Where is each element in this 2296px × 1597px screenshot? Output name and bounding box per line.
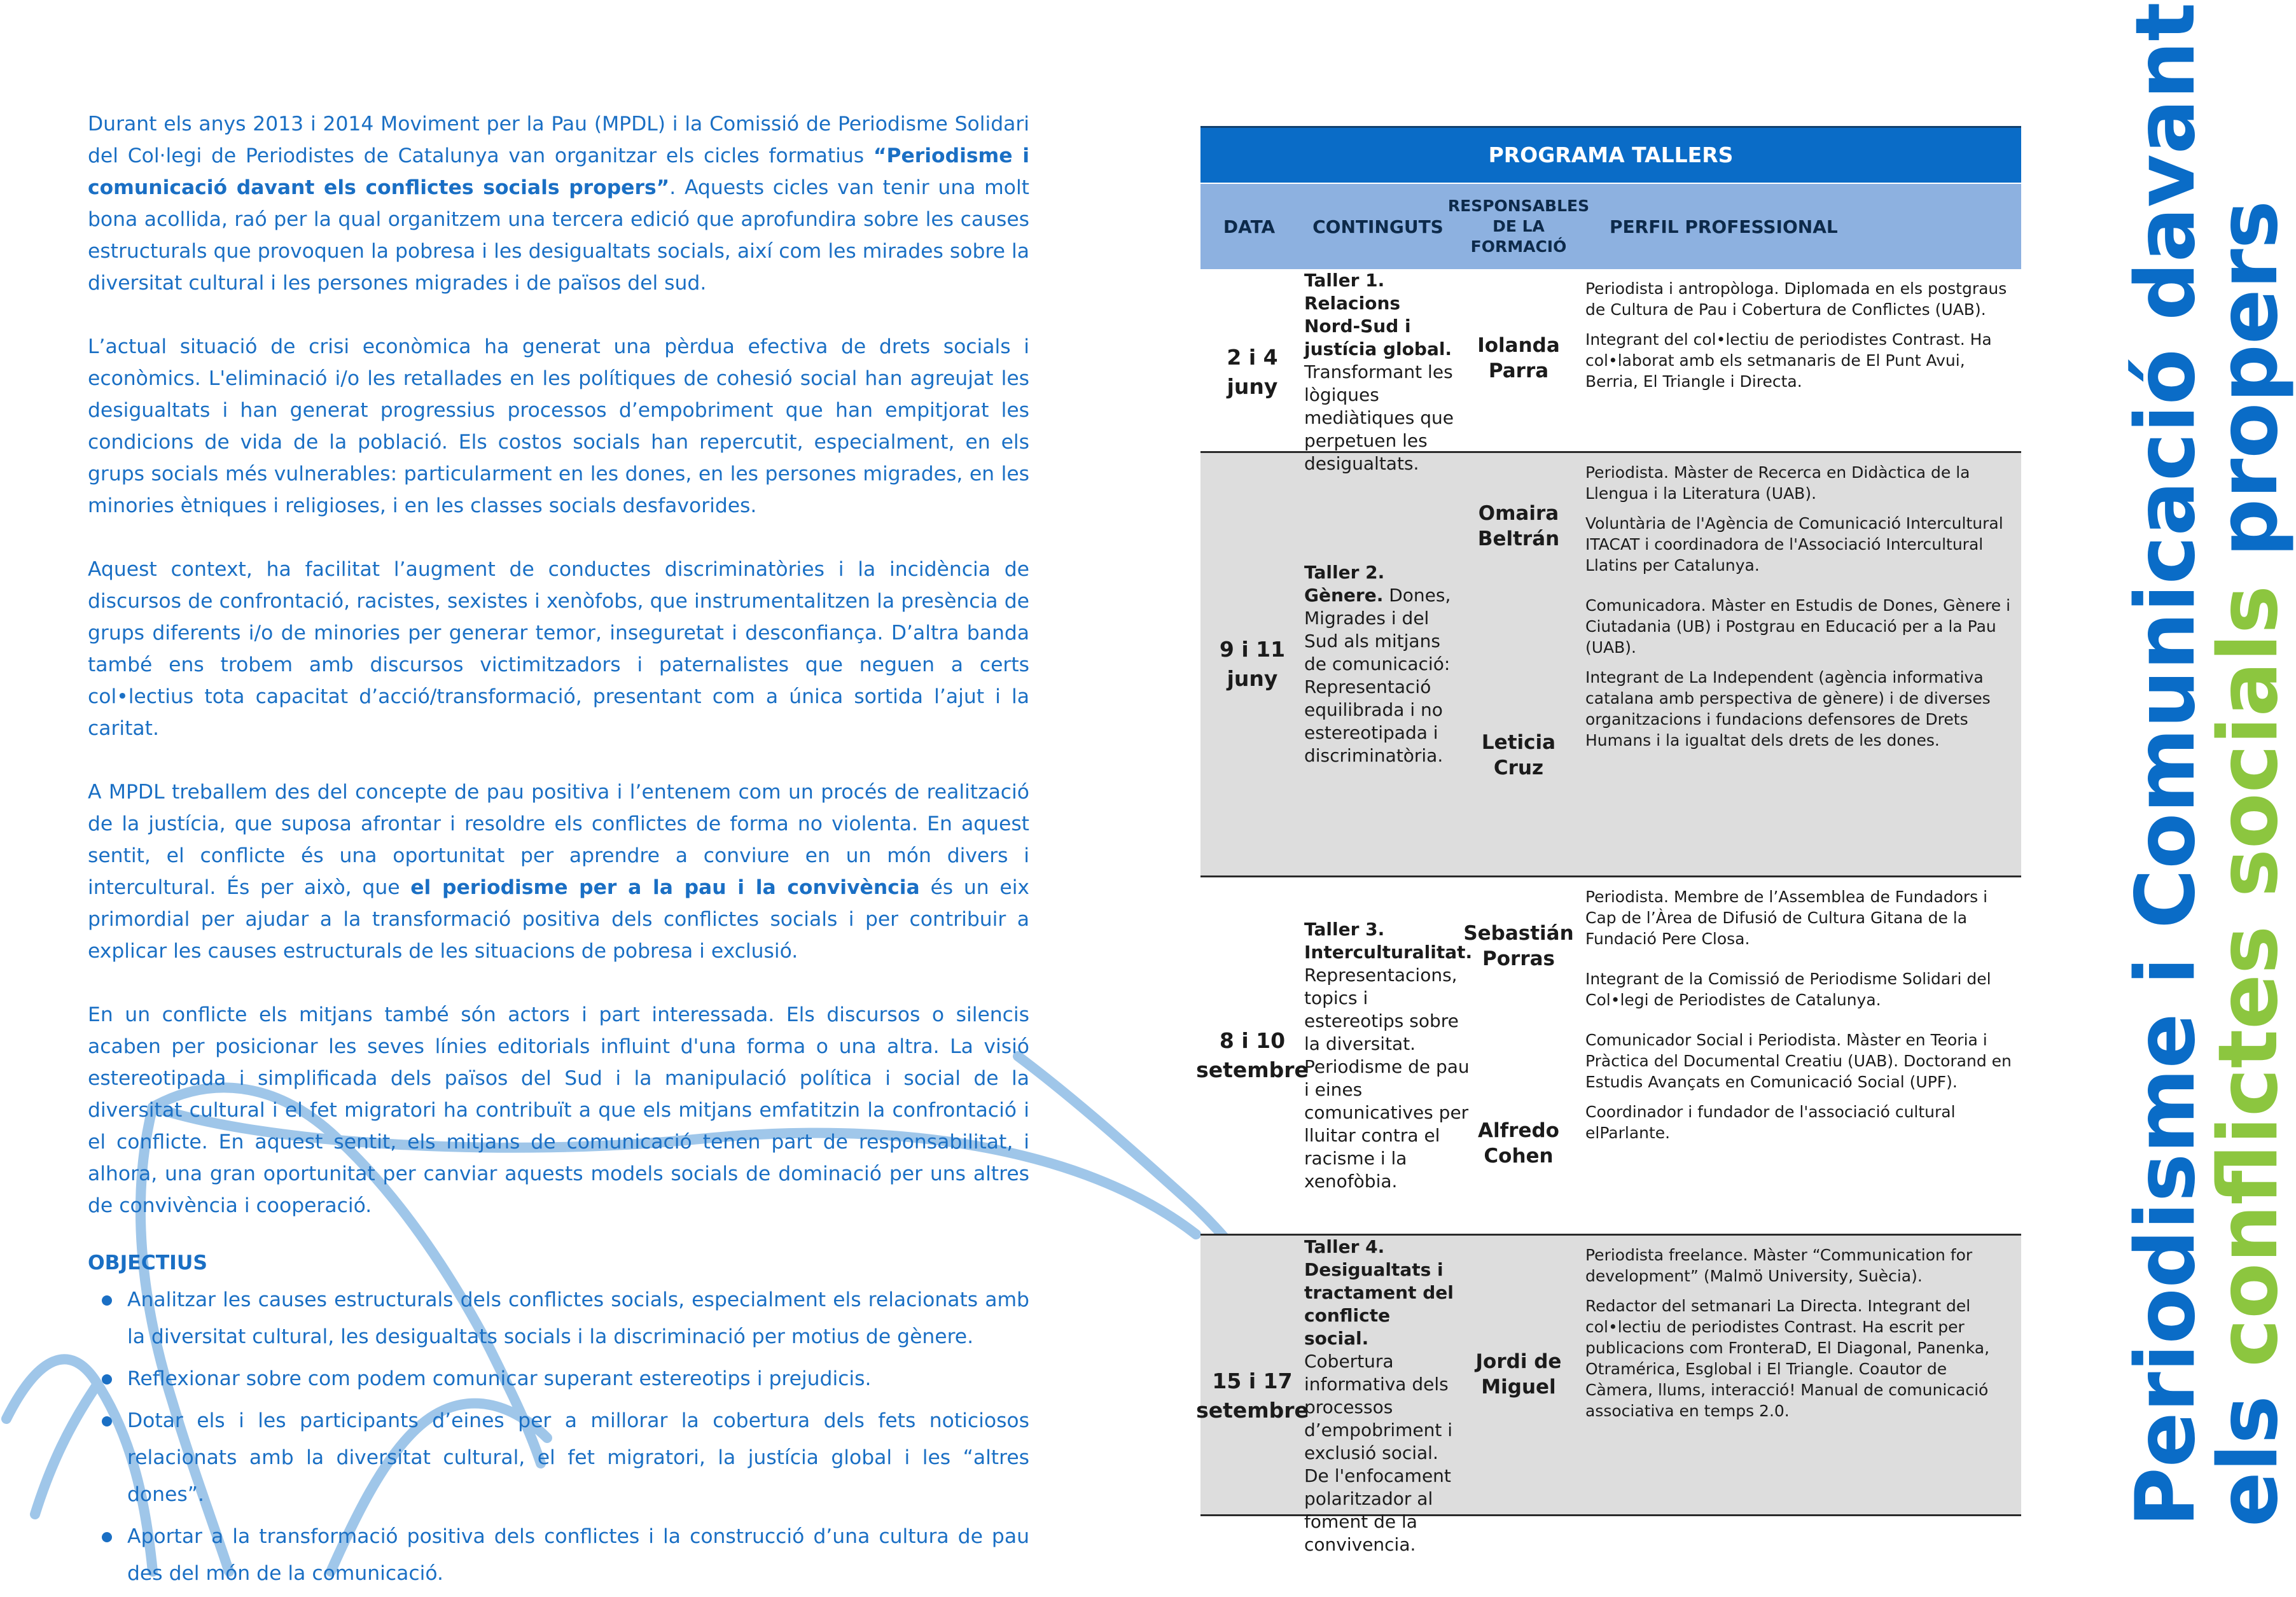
table-row <box>1200 453 2021 877</box>
workshop-contents: Taller 4. Desigualtats i tractament del conflicte social. Cobertura informativa dels processos d’empobriment i exclusió social. De l'enfocament polaritzador al foment de la convivencia. <box>1304 1236 1454 1555</box>
program-table <box>1196 126 2021 1555</box>
objective-item: Reflexionar sobre com podem comunicar superant estereotips i prejudicis. <box>88 1360 1029 1397</box>
objectives-list <box>88 1281 1029 1592</box>
side-title-line-1: Periodisme i Comunicació davant <box>2119 2 2213 1527</box>
profile-text: Integrant de la Comissió de Periodisme Solidari del Col•legi de Periodistes de Catalunya. <box>1585 970 1991 1009</box>
intro-paragraph-3: Aquest context, ha facilitat l’augment de conductes discriminatòries i la incidència de discursos de confrontació, racistes, sexistes i xenòfobs, que instrumentalitzen la presència de grups diferents i/o de minories per generar temor, inseguretat i desconfiança. D’altra banda també ens trobem amb discursos victimitzadors i paternalistes que neguen a certs col•lectius tota capacitat d’acció/transformació, presentant com a única sortida l’ajut i la caritat. <box>88 558 1029 740</box>
workshop-trainers <box>1458 1236 1579 1556</box>
objectives-heading: OBJECTIUS <box>88 1252 207 1274</box>
header-date: DATA <box>1223 216 1276 237</box>
intro-paragraph-1: Durant els anys 2013 i 2014 Moviment per la Pau (MPDL) i la Comissió de Periodisme Solidari del Col·legi de Periodistes de Catalunya van organitzar els cicles formatius “Periodisme i comunicació davant els conflictes socials propers”. Aquests cicles van tenir una molt bona acollida, raó per la qual organitzem una tercera edició que aprofundira sobre les causes estructurals que provoquen la pobresa i les desigualtats socials, així com les mirades sobre la diversitat cultural i les persones migrades i de països del sud. <box>88 113 1029 295</box>
trainer-name: Omaira Beltrán <box>1477 502 1560 550</box>
header-profile: PERFIL PROFESSIONAL <box>1610 216 1838 237</box>
profile-text: Coordinador i fundador de l'associació cultural elParlante. <box>1585 1103 1956 1142</box>
profile-text: Integrant del col•lectiu de periodistes Contrast. Ha col•laborat amb els setmanaris de El Punt Avui, Berria, El Triangle i Directa. <box>1585 330 1992 391</box>
profile-text: Periodista. Màster de Recerca en Didàctica de la Llengua i la Literatura (UAB). <box>1585 463 1970 503</box>
profile-text: Comunicadora. Màster en Estudis de Dones, Gènere i Ciutadania (UB) i Postgrau en Educació per a la Pau (UAB). <box>1585 596 2011 657</box>
workshop-trainers <box>1458 269 1579 475</box>
side-title <box>2119 2 2296 1527</box>
cycle-title: “Periodisme i comunicació davant els conflictes socials propers” <box>88 144 1029 199</box>
profile-text: Periodista i antropòloga. Diplomada en els postgraus de Cultura de Pau i Cobertura de Conflictes (UAB). <box>1585 279 2007 319</box>
workshop-date: 15 i 17 setembre <box>1196 1369 1309 1423</box>
profile-text: Integrant de La Independent (agència informativa catalana amb perspectiva de gènere) i de diverses organitzacions i fundacions defensores de Drets Humans i la igualtat dels drets de les dones. <box>1585 668 1991 750</box>
intro-paragraph-5: En un conflicte els mitjans també són actors i part interessada. Els discursos o silencis acaben per posicionar les seves línies editorials influint d'una forma o una altra. La visió estereotipada i simplificada dels països del Sud i la manipulació política i social de la diversitat cultural i el fet migratori ha contribuït a que els mitjans emfatitzin la confrontació i el conflicte. En aquest sentit, els mitjans de comunicació tenen part de responsabilitat, i alhora, una gran oportunitat per canviar aquests models socials de dominació per uns altres de convivència i cooperació. <box>88 1003 1029 1217</box>
peace-journalism-highlight: el periodisme per a la pau i la convivència <box>410 876 920 899</box>
objective-item: Dotar els i les participants d’eines per a millorar la cobertura dels fets noticiosos relacionats amb la diversitat cultural, el fet migratori, la justícia global i les “altres dones”. <box>88 1402 1029 1513</box>
header-contents: CONTINGUTS <box>1312 216 1444 237</box>
profile-text: Periodista freelance. Màster “Communication for development” (Malmö University, Suècia). <box>1585 1246 1973 1285</box>
table-row <box>1200 269 2021 474</box>
objective-item: Aportar a la transformació positiva dels conflictes i la construcció d’una cultura de pau des del món de la comunicació. <box>88 1518 1029 1592</box>
workshop-contents: Taller 3. Interculturalitat. Representacions, topics i estereotips sobre la diversitat. Periodisme de pau i eines comunicatives per lluitar contra el racisme i la xenofòbia. <box>1304 919 1473 1192</box>
profile-text: Periodista. Membre de l’Assemblea de Fundadors i Cap de l’Àrea de Difusió de Cultura Gitana de la Fundació Pere Closa. <box>1585 888 1988 948</box>
trainer-name: Alfredo Cohen <box>1478 1119 1559 1168</box>
table-row <box>1196 1236 2021 1555</box>
table-header <box>1200 184 2021 269</box>
program-title: PROGRAMA TALLERS <box>1200 126 2021 184</box>
side-title-line-2: els conflictes socials propers <box>2201 200 2296 1527</box>
workshop-date: 9 i 11 juny <box>1219 637 1286 691</box>
trainer-profiles <box>1579 269 2021 475</box>
workshop-contents: Taller 2. Gènere. Dones, Migrades i del Sud als mitjans de comunicació: Representació equilibrada i no estereotipada i discriminatòria. <box>1304 562 1451 766</box>
trainer-profiles <box>1579 1236 2021 1556</box>
trainer-name: Sebastián Porras <box>1463 922 1574 970</box>
workshop-contents: Taller 1. Relacions Nord-Sud i justícia global. Transformant les lògiques mediàtiques que perpetuen les desigualtats. <box>1304 270 1454 474</box>
workshop-trainers <box>1458 877 1579 1234</box>
trainer-profiles <box>1579 453 2021 875</box>
trainer-name: Leticia Cruz <box>1481 731 1556 779</box>
profile-text: Comunicador Social i Periodista. Màster en Teoria i Pràctica del Documental Creatiu (UAB). Doctorand en Estudis Avançats en Comunicació Social (UPF). <box>1585 1031 2012 1091</box>
table-row <box>1196 877 2021 1236</box>
objective-item: Analitzar les causes estructurals dels conflictes socials, especialment els relacionats amb la diversitat cultural, les desigualtats socials i la discriminació per motius de gènere. <box>88 1281 1029 1355</box>
trainer-name: Jordi de Miguel <box>1475 1350 1562 1398</box>
intro-paragraph-2: L’actual situació de crisi econòmica ha generat una pèrdua efectiva de drets socials i econòmics. L'eliminació i/o les retallades en les polítiques de cohesió social han agreujat les desigualtats i han generat progressius processos d’empobriment que han empitjorat les condicions de vida de la població. Els costos socials han repercutit, especialment, en els grups socials més vulnerables: particularment en les dones, en les persones migrades, en les minories ètniques i religioses, i en les classes socials desfavorides. <box>88 335 1029 517</box>
header-responsible: RESPONSABLES DE LA FORMACIÓ <box>1447 197 1590 256</box>
trainer-profiles <box>1579 877 2021 1234</box>
trainer-name: Iolanda Parra <box>1477 334 1560 382</box>
workshop-trainers <box>1458 453 1579 875</box>
profile-text: Redactor del setmanari La Directa. Integrant del col•lectiu de periodistes Contrast. Ha escrit per publicacions com FronteraD, El Diagonal, Panenka, Otramérica, Esglobal i El Triangle. Coautor de Càmera, llums, interacció! Manual de comunicació associativa en temps 2.0. <box>1585 1297 1990 1420</box>
intro-column <box>88 108 1029 1597</box>
intro-paragraph-4: A MPDL treballem des del concepte de pau positiva i l’entenem com un procés de realització de la justícia, que suposa afrontar i resoldre els conflictes de forma no violenta. En aquest sentit, el conflicte és una oportunitat per aprendre a conviure en un món divers i intercultural. És per això, que el periodisme per a la pau i la convivència és un eix primordial per ajudar a la transformació positiva dels conflictes socials i per contribuir a explicar les causes estructurals de les situacions de pobresa i exclusió. <box>88 781 1030 963</box>
profile-text: Voluntària de l'Agència de Comunicació Intercultural ITACAT i coordinadora de l'Associació Intercultural Llatins per Catalunya. <box>1585 514 2003 575</box>
workshop-date: 8 i 10 setembre <box>1196 1028 1309 1082</box>
workshop-date: 2 i 4 juny <box>1227 345 1278 399</box>
